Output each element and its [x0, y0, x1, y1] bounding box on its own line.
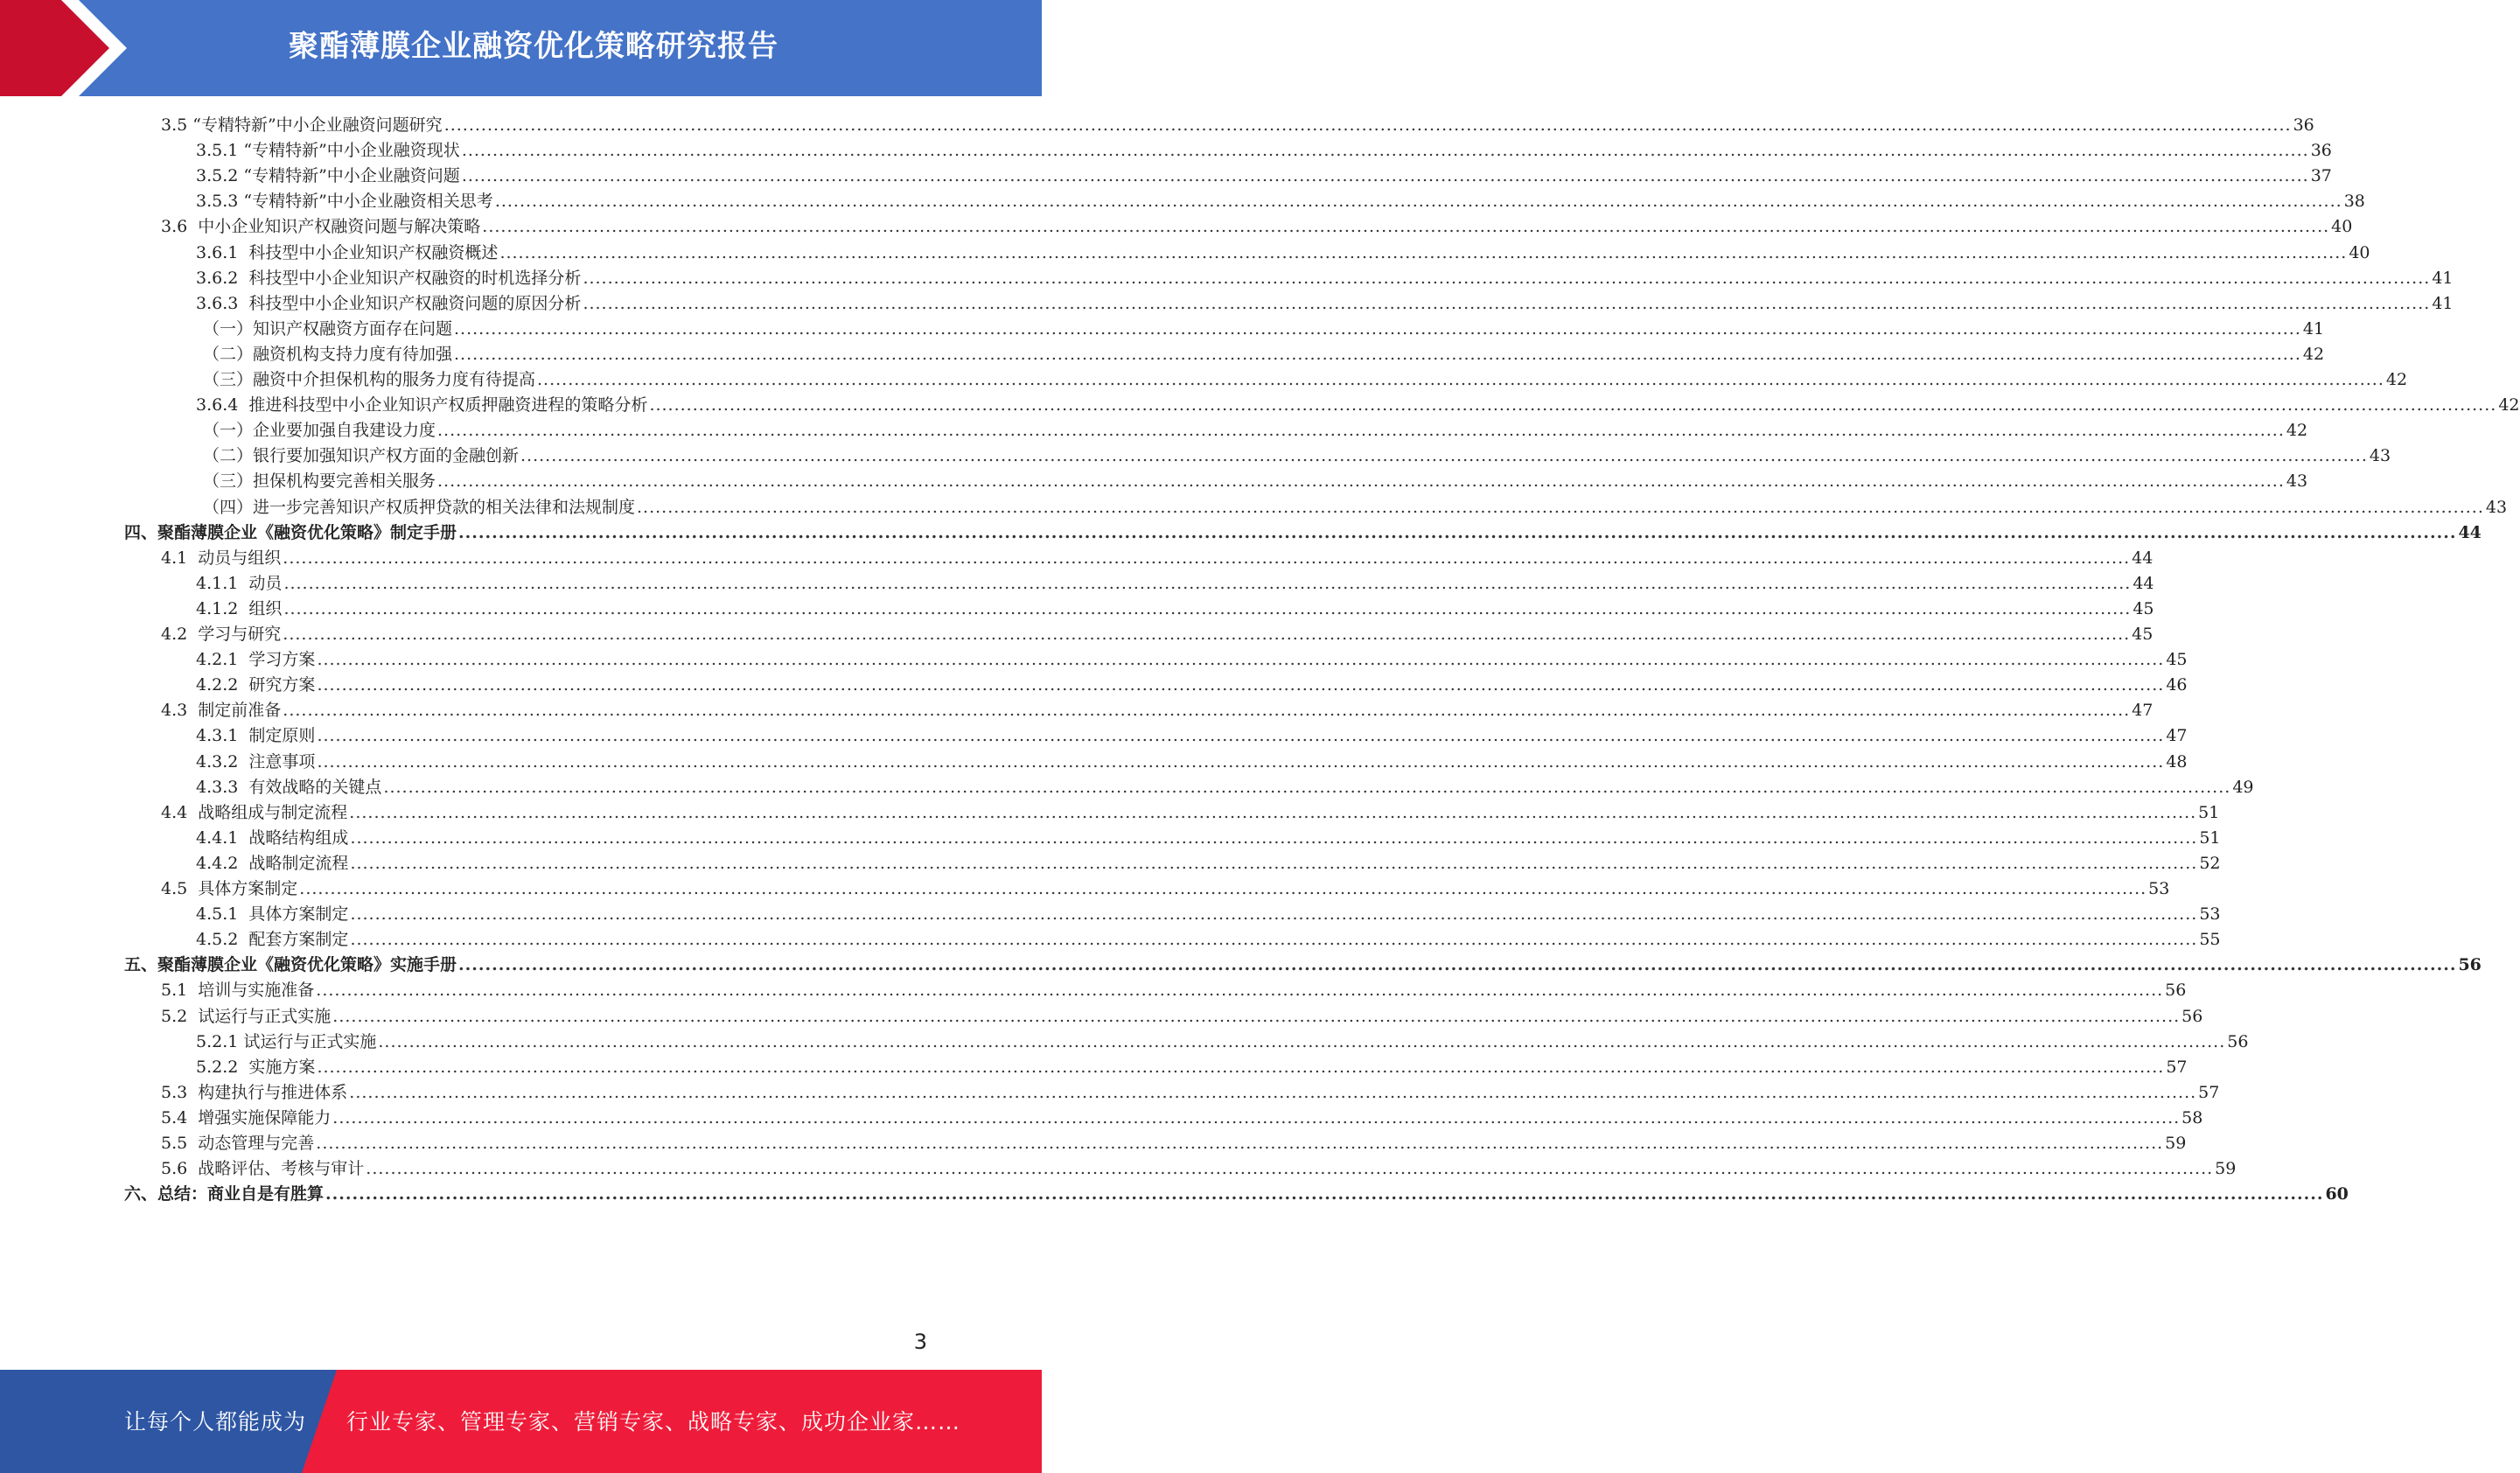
toc-leader-dots: ............................................................................................................................................................................................................................................................................................................ [378, 1031, 2226, 1051]
toc-leader-dots: ............................................................................................................................................................................................................................................................................................................ [437, 471, 2285, 492]
toc-entry[interactable] [161, 1155, 2237, 1183]
toc-entry[interactable] [161, 799, 2220, 827]
toc-entry-label: （四）进一步完善知识产权质押贷款的相关法律和法规制度 [203, 497, 636, 517]
toc-leader-dots: ............................................................................................................................................................................................................................................................................................................ [283, 548, 2131, 568]
toc-entry-page: 43 [2485, 497, 2508, 517]
toc-entry[interactable] [196, 1054, 2188, 1081]
toc-entry-label: 4.5 具体方案制定 [161, 879, 298, 898]
toc-entry-label: 3.5.3 “专精特新”中小企业融资相关思考 [196, 192, 493, 212]
toc-entry-label: 4.2.2 研究方案 [196, 675, 316, 695]
toc-leader-dots: ............................................................................................................................................................................................................................................................................................................ [350, 853, 2198, 873]
toc-entry-label: 5.1 培训与实施准备 [161, 981, 315, 1001]
toc-entry-page: 42 [2286, 421, 2308, 441]
toc-entry-page: 44 [2132, 548, 2154, 568]
toc-entry-page: 44 [2458, 522, 2482, 542]
toc-entry[interactable] [196, 570, 2154, 597]
toc-entry[interactable] [196, 723, 2188, 750]
toc-leader-dots: ............................................................................................................................................................................................................................................................................................................ [317, 751, 2165, 771]
toc-entry-label: （三）融资中介担保机构的服务力度有待提高 [203, 370, 536, 389]
toc-entry-page: 44 [2133, 573, 2154, 593]
toc-entry-label: 5.2 试运行与正式实施 [161, 1006, 332, 1026]
toc-entry[interactable] [196, 265, 2454, 292]
toc-entry[interactable] [161, 1105, 2203, 1132]
toc-entry[interactable] [161, 876, 2170, 903]
toc-leader-dots: ............................................................................................................................................................................................................................................................................................................ [349, 802, 2197, 822]
toc-entry-page: 56 [2165, 981, 2187, 1001]
toc-leader-dots: ............................................................................................................................................................................................................................................................................................................ [454, 318, 2301, 339]
toc-entry-label: 4.3.2 注意事项 [196, 751, 316, 771]
toc-entry-page: 59 [2215, 1159, 2237, 1179]
toc-entry[interactable] [196, 188, 2365, 215]
toc-leader-dots: ............................................................................................................................................................................................................................................................................................................ [482, 217, 2330, 237]
toc-entry[interactable] [196, 646, 2188, 674]
toc-entry-page: 40 [2349, 242, 2370, 262]
toc-entry[interactable] [203, 316, 2325, 343]
toc-entry[interactable] [196, 749, 2188, 776]
toc-leader-dots: ............................................................................................................................................................................................................................................................................................................ [283, 625, 2131, 644]
toc-entry[interactable] [161, 1003, 2203, 1030]
toc-leader-dots: ............................................................................................................................................................................................................................................................................................................ [350, 904, 2198, 925]
toc-entry-page: 57 [2198, 1082, 2220, 1102]
toc-entry[interactable] [196, 672, 2188, 699]
toc-entry-label: 3.6.4 推进科技型中小企业知识产权质押融资进程的策略分析 [196, 395, 648, 415]
footer-banner [0, 1370, 1042, 1473]
toc-leader-dots: ............................................................................................................................................................................................................................................................................................................ [499, 242, 2348, 262]
toc-entry[interactable] [161, 213, 2353, 241]
toc-leader-dots: ............................................................................................................................................................................................................................................................................................................ [350, 827, 2198, 848]
toc-entry[interactable] [196, 596, 2154, 623]
toc-entry-page: 43 [2369, 446, 2391, 466]
toc-entry-page: 51 [2198, 802, 2220, 822]
toc-entry-page: 46 [2166, 675, 2188, 695]
toc-leader-dots: ............................................................................................................................................................................................................................................................................................................ [494, 192, 2342, 212]
toc-entry[interactable] [196, 825, 2221, 852]
toc-entry-label: 5.5 动态管理与完善 [161, 1134, 315, 1153]
toc-entry[interactable] [203, 417, 2308, 444]
toc-entry-page: 42 [2498, 395, 2520, 415]
toc-leader-dots: ............................................................................................................................................................................................................................................................................................................ [383, 777, 2231, 797]
toc-leader-dots: ............................................................................................................................................................................................................................................................................................................ [537, 370, 2384, 389]
toc-entry-page: 59 [2165, 1134, 2187, 1153]
toc-entry[interactable] [196, 901, 2221, 928]
toc-entry-label: 4.3.3 有效战略的关键点 [196, 777, 382, 797]
header-banner [0, 0, 1042, 96]
toc-leader-dots: ............................................................................................................................................................................................................................................................................................................ [349, 1082, 2197, 1102]
toc-entry[interactable] [161, 977, 2187, 1004]
toc-entry-label: 4.1.1 动员 [196, 573, 283, 593]
toc-entry-label: 3.5.2 “专精特新”中小企业融资问题 [196, 166, 460, 186]
toc-entry-label: 4.2.1 学习方案 [196, 650, 316, 670]
toc-entry-label: 4.1 动员与组织 [161, 548, 282, 568]
toc-leader-dots: ............................................................................................................................................................................................................................................................................................................ [283, 598, 2132, 618]
toc-entry[interactable] [196, 774, 2254, 801]
toc-entry[interactable] [203, 443, 2391, 470]
toc-leader-dots: ............................................................................................................................................................................................................................................................................................................ [583, 293, 2431, 313]
toc-entry[interactable] [161, 545, 2154, 572]
toc-entry-page: 43 [2286, 471, 2308, 492]
toc-entry-label: 3.5 “专精特新”中小企业融资问题研究 [161, 115, 443, 135]
toc-leader-dots: ............................................................................................................................................................................................................................................................................................................ [366, 1159, 2214, 1179]
toc-entry-page: 58 [2181, 1107, 2203, 1127]
footer-slogan-right: 行业专家、管理专家、营销专家、战略专家、成功企业家…… [346, 1409, 961, 1435]
toc-leader-dots: ............................................................................................................................................................................................................................................................................................................ [520, 446, 2368, 466]
toc-entry-page: 41 [2302, 318, 2325, 339]
toc-entry-page: 56 [2458, 955, 2482, 975]
toc-entry-page: 36 [2310, 141, 2332, 161]
toc-entry-page: 51 [2199, 827, 2221, 848]
toc-entry-page: 36 [2293, 115, 2314, 135]
toc-entry-label: （一）知识产权融资方面存在问题 [203, 318, 453, 339]
toc-leader-dots: ............................................................................................................................................................................................................................................................................................................ [458, 522, 2457, 542]
toc-entry-page: 38 [2343, 192, 2365, 212]
toc-entry-page: 37 [2310, 166, 2332, 186]
toc-entry-page: 47 [2166, 726, 2188, 746]
toc-entry-label: 3.6 中小企业知识产权融资问题与解决策略 [161, 217, 481, 237]
toc-leader-dots: ............................................................................................................................................................................................................................................................................................................ [317, 1057, 2165, 1077]
toc-entry-label: 3.5.1 “专精特新”中小企业融资现状 [196, 141, 460, 161]
toc-leader-dots: ............................................................................................................................................................................................................................................................................................................ [332, 1107, 2181, 1127]
toc-entry-label: 4.2 学习与研究 [161, 625, 282, 644]
toc-leader-dots: ............................................................................................................................................................................................................................................................................................................ [316, 1134, 2164, 1153]
toc-entry-page: 56 [2181, 1006, 2203, 1026]
toc-entry-label: 4.3.1 制定原则 [196, 726, 316, 746]
toc-leader-dots: ............................................................................................................................................................................................................................................................................................................ [443, 115, 2292, 135]
toc-entry[interactable] [203, 468, 2308, 495]
toc-entry-label: 4.5.2 配套方案制定 [196, 930, 349, 950]
toc-leader-dots: ............................................................................................................................................................................................................................................................................................................ [317, 650, 2165, 670]
toc-entry-page: 40 [2331, 217, 2353, 237]
toc-entry-label: 5.2.1 试运行与正式实施 [196, 1031, 377, 1051]
toc-entry-page: 57 [2166, 1057, 2188, 1077]
toc-leader-dots: ............................................................................................................................................................................................................................................................................................................ [317, 726, 2165, 746]
toc-entry-page: 53 [2199, 904, 2221, 925]
toc-leader-dots: ............................................................................................................................................................................................................................................................................................................ [454, 344, 2301, 364]
toc-entry-page: 42 [2385, 370, 2408, 389]
toc-leader-dots: ............................................................................................................................................................................................................................................................................................................ [461, 166, 2309, 186]
toc-entry-label: （二）融资机构支持力度有待加强 [203, 344, 453, 364]
toc-entry[interactable] [124, 1181, 2349, 1208]
toc-leader-dots: ............................................................................................................................................................................................................................................................................................................ [637, 497, 2484, 517]
toc-entry[interactable] [203, 341, 2325, 368]
page-number: 3 [913, 1330, 927, 1354]
toc-leader-dots: ............................................................................................................................................................................................................................................................................................................ [458, 955, 2457, 975]
toc-entry-page: 60 [2325, 1184, 2349, 1204]
toc-leader-dots: ............................................................................................................................................................................................................................................................................................................ [350, 930, 2198, 950]
toc-entry[interactable] [196, 163, 2332, 190]
toc-leader-dots: ............................................................................................................................................................................................................................................................................................................ [316, 981, 2164, 1001]
toc-entry-label: （三）担保机构要完善相关服务 [203, 471, 436, 492]
toc-entry-page: 55 [2199, 930, 2221, 950]
toc-entry-label: 5.3 构建执行与推进体系 [161, 1082, 348, 1102]
toc-entry-page: 47 [2132, 701, 2154, 721]
toc-entry-label: 5.2.2 实施方案 [196, 1057, 316, 1077]
toc-leader-dots: ............................................................................................................................................................................................................................................................................................................ [283, 573, 2132, 593]
toc-entry[interactable] [203, 367, 2408, 394]
toc-entry[interactable] [196, 850, 2221, 877]
toc-entry[interactable] [196, 926, 2221, 953]
toc-entry-page: 41 [2432, 268, 2454, 288]
toc-entry-label: 4.4 战略组成与制定流程 [161, 802, 348, 822]
toc-entry-page: 45 [2132, 625, 2154, 644]
toc-entry-label: 六、总结：商业自是有胜算 [124, 1184, 325, 1204]
toc-entry-label: 五、聚酯薄膜企业《融资优化策略》实施手册 [124, 955, 457, 975]
toc-entry-label: 4.4.1 战略结构组成 [196, 827, 349, 848]
toc-entry-label: 4.1.2 组织 [196, 598, 283, 618]
toc-entry-label: 3.6.1 科技型中小企业知识产权融资概述 [196, 242, 499, 262]
toc-entry-label: 4.3 制定前准备 [161, 701, 282, 721]
toc-entry-page: 52 [2199, 853, 2221, 873]
toc-leader-dots: ............................................................................................................................................................................................................................................................................................................ [283, 701, 2131, 721]
toc-entry[interactable] [203, 494, 2508, 521]
toc-entry-label: 四、聚酯薄膜企业《融资优化策略》制定手册 [124, 522, 457, 542]
toc-entry-label: 4.5.1 具体方案制定 [196, 904, 349, 925]
toc-entry[interactable] [161, 697, 2154, 724]
toc-leader-dots: ............................................................................................................................................................................................................................................................................................................ [461, 141, 2309, 161]
toc-leader-dots: ............................................................................................................................................................................................................................................................................................................ [583, 268, 2431, 288]
toc-entry[interactable] [124, 952, 2482, 979]
toc-entry-label: 3.6.3 科技型中小企业知识产权融资问题的原因分析 [196, 293, 582, 313]
toc-entry[interactable] [161, 1130, 2187, 1157]
document-title: 聚酯薄膜企业融资优化策略研究报告 [289, 29, 778, 64]
header-arrow-decoration [0, 0, 157, 96]
toc-leader-dots: ............................................................................................................................................................................................................................................................................................................ [325, 1184, 2324, 1204]
toc-entry-label: （二）银行要加强知识产权方面的金融创新 [203, 446, 520, 466]
toc-entry[interactable] [196, 1029, 2249, 1056]
toc-entry-page: 45 [2133, 598, 2154, 618]
toc-entry[interactable] [196, 392, 2520, 419]
toc-leader-dots: ............................................................................................................................................................................................................................................................................................................ [332, 1006, 2181, 1026]
toc-entry-page: 53 [2148, 879, 2170, 898]
toc-entry-label: 4.4.2 战略制定流程 [196, 853, 349, 873]
toc-leader-dots: ............................................................................................................................................................................................................................................................................................................ [649, 395, 2497, 415]
toc-entry-label: 5.4 增强实施保障能力 [161, 1107, 332, 1127]
toc-entry-page: 56 [2227, 1031, 2249, 1051]
footer-slogan-left: 让每个人都能成为 [124, 1409, 307, 1435]
toc-entry[interactable] [196, 240, 2370, 267]
toc-entry-label: （一）企业要加强自我建设力度 [203, 421, 436, 441]
toc-entry-page: 42 [2302, 344, 2325, 364]
toc-leader-dots: ............................................................................................................................................................................................................................................................................................................ [299, 879, 2147, 898]
toc-entry[interactable] [124, 520, 2482, 547]
toc-leader-dots: ............................................................................................................................................................................................................................................................................................................ [317, 675, 2165, 695]
toc-entry-label: 5.6 战略评估、考核与审计 [161, 1159, 365, 1179]
toc-entry-page: 49 [2232, 777, 2254, 797]
toc-entry-page: 45 [2166, 650, 2188, 670]
toc-leader-dots: ............................................................................................................................................................................................................................................................................................................ [437, 421, 2285, 441]
toc-entry[interactable] [161, 621, 2154, 648]
toc-entry-page: 41 [2432, 293, 2454, 313]
toc-entry[interactable] [161, 112, 2314, 139]
toc-entry[interactable] [196, 290, 2454, 318]
toc-entry[interactable] [196, 137, 2332, 164]
toc-entry[interactable] [161, 1079, 2220, 1106]
toc-entry-page: 48 [2166, 751, 2188, 771]
toc-entry-label: 3.6.2 科技型中小企业知识产权融资的时机选择分析 [196, 268, 582, 288]
